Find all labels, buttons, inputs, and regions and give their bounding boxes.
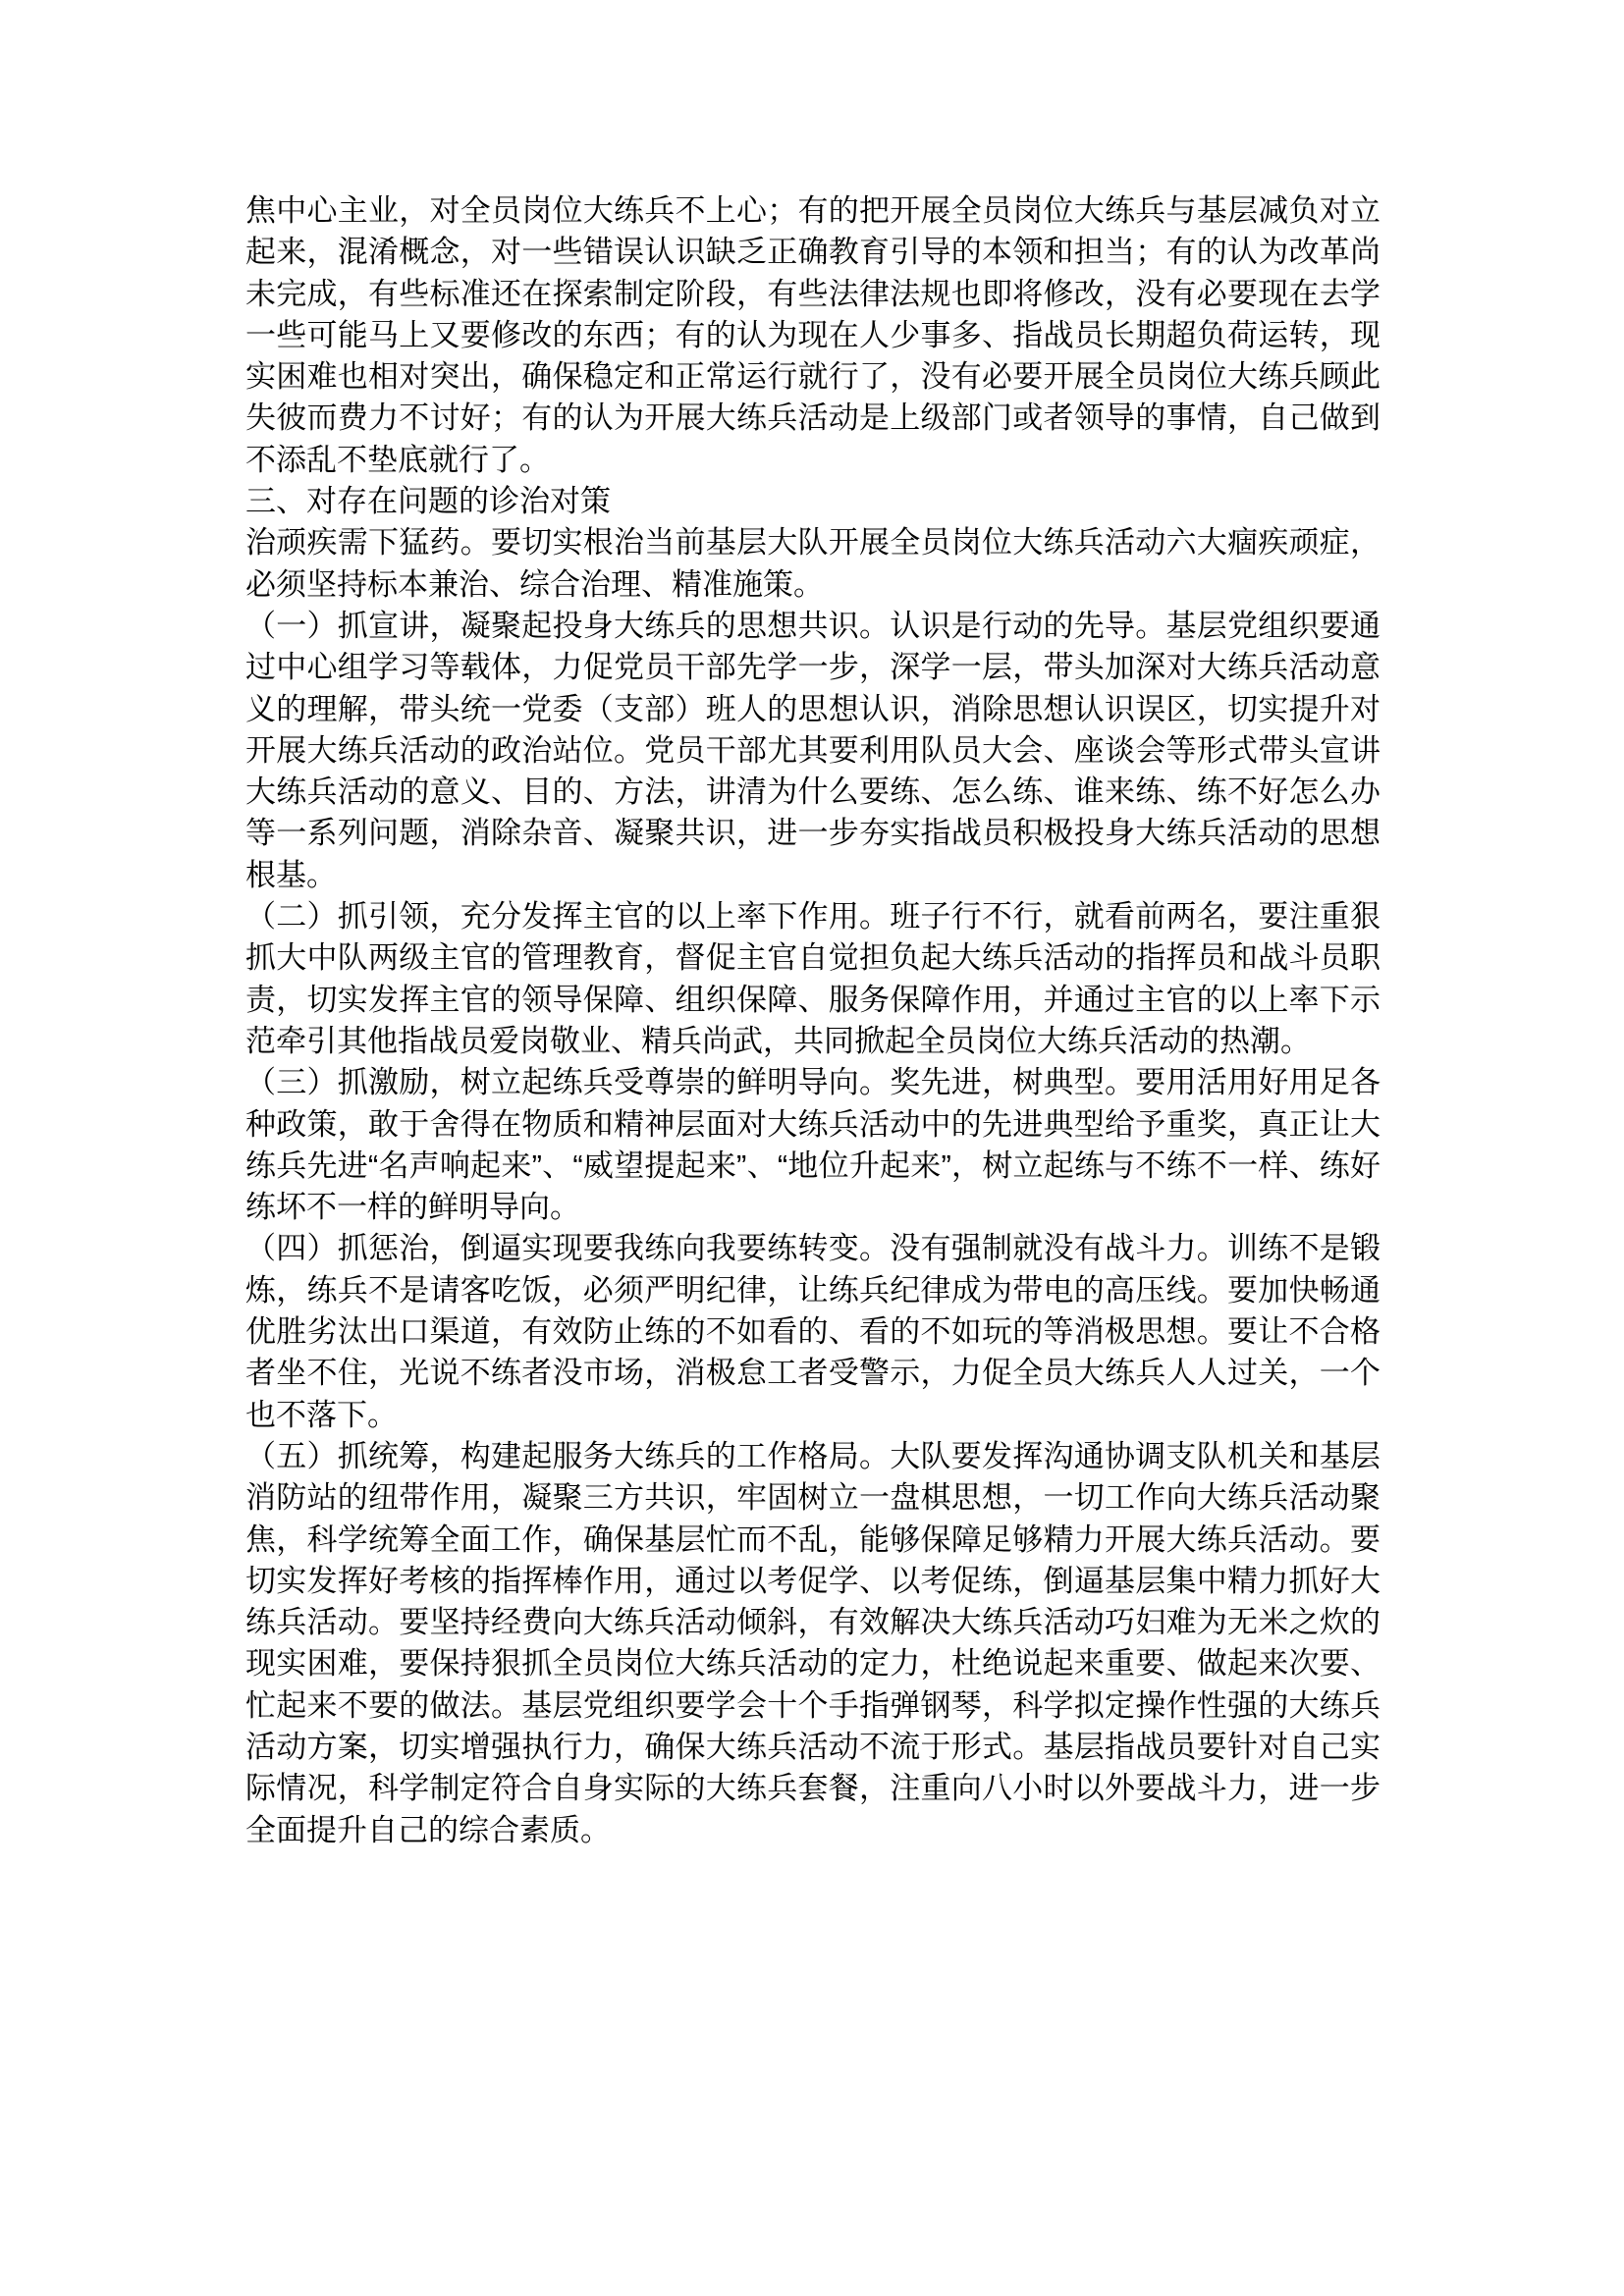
paragraph-item-3: （三）抓激励，树立起练兵受尊崇的鲜明导向。奖先进，树典型。要用活用好用足各种政策，敢于舍得在物质和精神层面对大练兵活动中的先进典型给予重奖，真正让大练兵先进“名声响起来”、“威望提起来”、“地位升起来”，树立起练与不练不一样、练好练坏不一样的鲜明导向。 <box>245 1065 1380 1225</box>
paragraph-intro: 治顽疾需下猛药。要切实根治当前基层大队开展全员岗位大练兵活动六大痼疾顽症，必须坚持标本兼治、综合治理、精准施策。 <box>245 525 1380 602</box>
paragraph-item-2: （二）抓引领，充分发挥主官的以上率下作用。班子行不行，就看前两名，要注重狠抓大中队两级主官的管理教育，督促主官自觉担负起大练兵活动的指挥员和战斗员职责，切实发挥主官的领导保障、组织保障、服务保障作用，并通过主官的以上率下示范牵引其他指战员爱岗敬业、精兵尚武，共同掀起全员岗位大练兵活动的热潮。 <box>245 899 1380 1058</box>
paragraph-item-5: （五）抓统筹，构建起服务大练兵的工作格局。大队要发挥沟通协调支队机关和基层消防站的纽带作用，凝聚三方共识，牢固树立一盘棋思想，一切工作向大练兵活动聚焦，科学统筹全面工作，确保基层忙而不乱，能够保障足够精力开展大练兵活动。要切实发挥好考核的指挥棒作用，通过以考促学、以考促练，倒逼基层集中精力抓好大练兵活动。要坚持经费向大练兵活动倾斜，有效解决大练兵活动巧妇难为无米之炊的现实困难，要保持狠抓全员岗位大练兵活动的定力，杜绝说起来重要、做起来次要、忙起来不要的做法。基层党组织要学会十个手指弹钢琴，科学拟定操作性强的大练兵活动方案，切实增强执行力，确保大练兵活动不流于形式。基层指战员要针对自己实际情况，科学制定符合自身实际的大练兵套餐，注重向八小时以外要战斗力，进一步全面提升自己的综合素质。 <box>245 1438 1380 1847</box>
paragraph-item-4: （四）抓惩治，倒逼实现要我练向我要练转变。没有强制就没有战斗力。训练不是锻炼，练兵不是请客吃饭，必须严明纪律，让练兵纪律成为带电的高压线。要加快畅通优胜劣汰出口渠道，有效防止练的不如看的、看的不如玩的等消极思想。要让不合格者坐不住，光说不练者没市场，消极怠工者受警示，力促全员大练兵人人过关，一个也不落下。 <box>245 1231 1380 1432</box>
section-heading: 三、对存在问题的诊治对策 <box>245 484 611 519</box>
paragraph-continuation: 焦中心主业，对全员岗位大练兵不上心；有的把开展全员岗位大练兵与基层减负对立起来，混淆概念，对一些错误认识缺乏正确教育引导的本领和担当；有的认为改革尚未完成，有些标准还在探索制定阶段，有些法律法规也即将修改，没有必要现在去学一些可能马上又要修改的东西；有的认为现在人少事多、指战员长期超负荷运转，现实困难也相对突出，确保稳定和正常运行就行了，没有必要开展全员岗位大练兵顾此失彼而费力不讨好；有的认为开展大练兵活动是上级部门或者领导的事情，自己做到不添乱不垫底就行了。 <box>245 193 1380 477</box>
paragraph-item-1: （一）抓宣讲，凝聚起投身大练兵的思想共识。认识是行动的先导。基层党组织要通过中心组学习等载体，力促党员干部先学一步，深学一层，带头加深对大练兵活动意义的理解，带头统一党委（支部）班人的思想认识，消除思想认识误区，切实提升对开展大练兵活动的政治站位。党员干部尤其要利用队员大会、座谈会等形式带头宣讲大练兵活动的意义、目的、方法，讲清为什么要练、怎么练、谁来练、练不好怎么办等一系列问题，消除杂音、凝聚共识，进一步夯实指战员积极投身大练兵活动的思想根基。 <box>245 608 1380 892</box>
document-body <box>245 190 1380 1851</box>
